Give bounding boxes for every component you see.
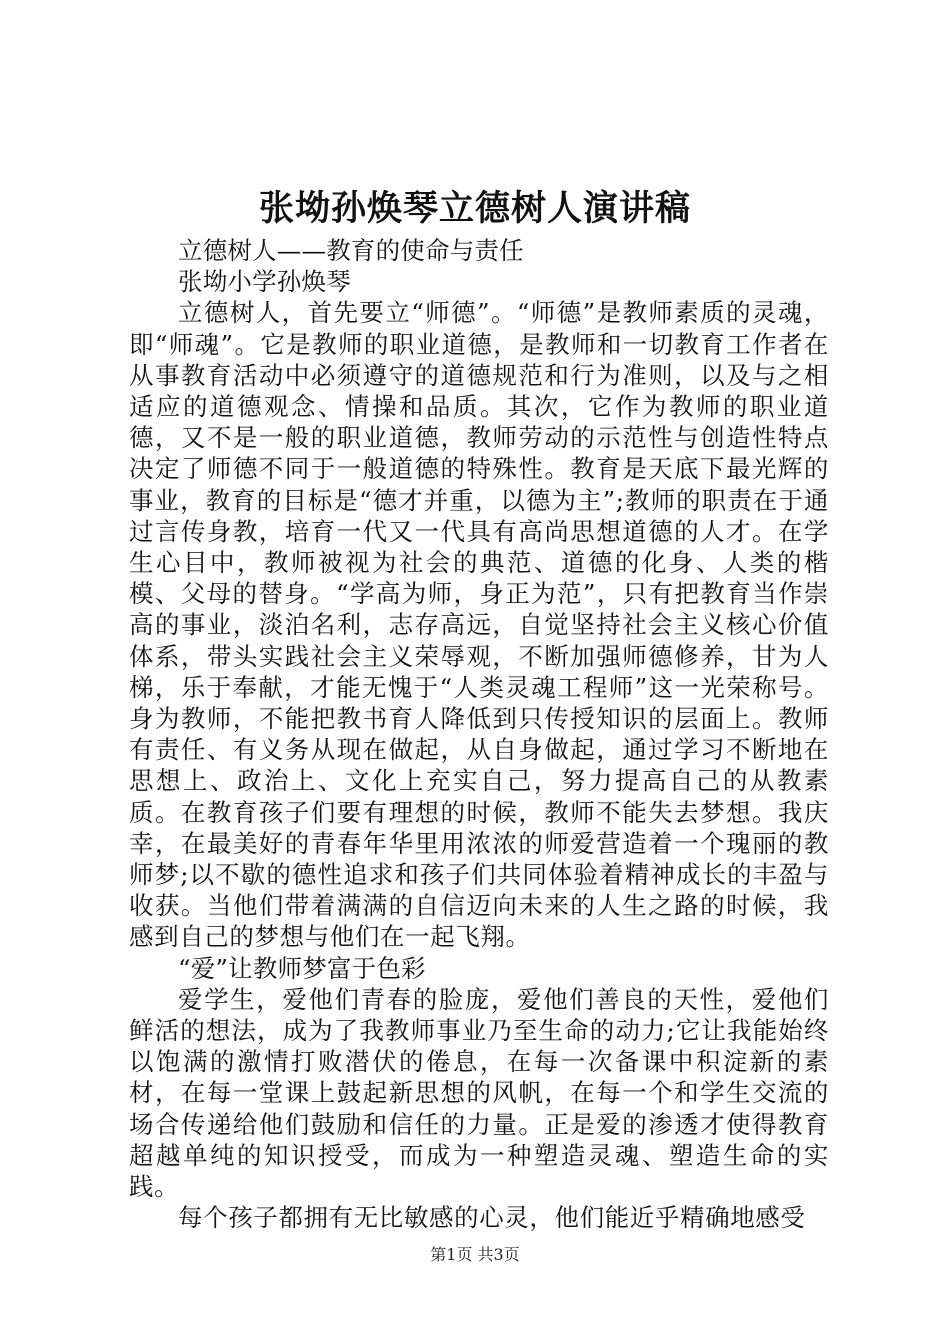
body-paragraph: 爱学生，爱他们青春的脸庞，爱他们善良的天性，爱他们鲜活的想法，成为了我教师事业乃至生命的动力;它让我能始终以饱满的激情打败潜伏的倦息，在每一次备课中积淀新的素材，在每一堂课上鼓起新思想的风帆，在每一个和学生交流的场合传递给他们鼓励和信任的力量。正是爱的渗透才使得教育超越单纯的知识授受，而成为一种塑造灵魂、塑造生命的实践。 (129, 984, 829, 1202)
subtitle-paragraph: 立德树人——教育的使命与责任 (178, 236, 524, 265)
author-line: 张坳小学孙焕琴 (178, 267, 351, 297)
document-body (129, 235, 829, 1234)
section-heading: “爱”让教师梦富于色彩 (178, 953, 426, 983)
document-title: 张坳孙焕琴立德树人演讲稿 (258, 188, 691, 229)
body-paragraph: 每个孩子都拥有无比敏感的心灵，他们能近乎精确地感受 (178, 1203, 806, 1233)
body-paragraph: 立德树人，首先要立“师德”。“师德”是教师素质的灵魂，即“师魂”。它是教师的职业道德，是教师和一切教育工作者在从事教育活动中必须遵守的道德规范和行为准则，以及与之相适应的道德观念、情操和品质。其次，它作为教师的职业道德，又不是一般的职业道德，教师劳动的示范性与创造性特点决定了师德不同于一般道德的特殊性。教育是天底下最光辉的事业，教育的目标是“德才并重，以德为主”;教师的职责在于通过言传身教，培育一代又一代具有高尚思想道德的人才。在学生心目中，教师被视为社会的典范、道德的化身、人类的楷模、父母的替身。“学高为师，身正为范”，只有把教育当作崇高的事业，淡泊名利，志存高远，自觉坚持社会主义核心价值体系，带头实践社会主义荣辱观，不断加强师德修养，甘为人梯，乐于奉献，才能无愧于“人类灵魂工程师”这一光荣称号。身为教师，不能把教书育人降低到只传授知识的层面上。教师有责任、有义务从现在做起，从自身做起，通过学习不断地在思想上、政治上、文化上充实自己，努力提高自己的从教素质。在教育孩子们要有理想的时候，教师不能失去梦想。我庆幸，在最美好的青春年华里用浓浓的师爱营造着一个瑰丽的教师梦;以不歇的德性追求和孩子们共同体验着精神成长的丰盈与收获。当他们带着满满的自信迈向未来的人生之路的时候，我感到自己的梦想与他们在一起飞翔。 (129, 298, 829, 952)
page-footer: 第1页 共3页 (430, 1245, 520, 1264)
